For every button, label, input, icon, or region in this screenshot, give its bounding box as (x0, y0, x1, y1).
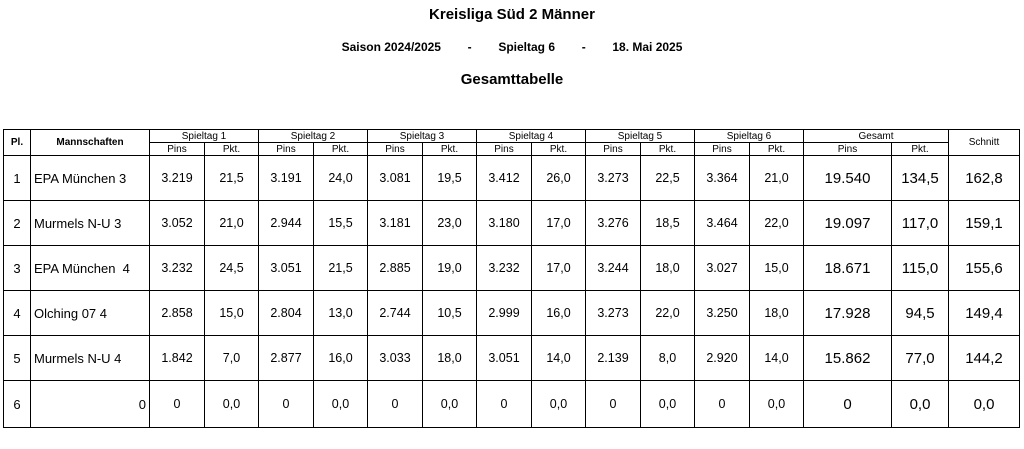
total-pins-cell: 19.540 (804, 156, 892, 201)
sub-header-pins: Pins (586, 143, 641, 156)
total-pins-cell: 17.928 (804, 291, 892, 336)
pins-cell: 3.276 (586, 201, 641, 246)
sub-header-pins: Pins (695, 143, 750, 156)
sub-header-pins: Pins (259, 143, 314, 156)
pins-cell: 2.804 (259, 291, 314, 336)
total-points-cell: 134,5 (892, 156, 949, 201)
col-header-spieltag: Spieltag 4 (477, 130, 586, 143)
total-pins-cell: 15.862 (804, 336, 892, 381)
points-cell: 8,0 (641, 336, 695, 381)
sub-header-pins: Pins (477, 143, 532, 156)
points-cell: 0,0 (750, 381, 804, 428)
date-label: 18. Mai 2025 (612, 40, 683, 54)
pins-cell: 2.944 (259, 201, 314, 246)
pins-cell: 0 (586, 381, 641, 428)
pins-cell: 3.232 (477, 246, 532, 291)
points-cell: 19,0 (423, 246, 477, 291)
pins-cell: 3.250 (695, 291, 750, 336)
pins-cell: 1.842 (150, 336, 205, 381)
pins-cell: 3.244 (586, 246, 641, 291)
points-cell: 14,0 (750, 336, 804, 381)
pins-cell: 3.464 (695, 201, 750, 246)
table-row (4, 381, 1020, 428)
pins-cell: 2.877 (259, 336, 314, 381)
average-cell: 0,0 (949, 381, 1020, 428)
sub-header-pins: Pins (368, 143, 423, 156)
total-points-cell: 94,5 (892, 291, 949, 336)
points-cell: 23,0 (423, 201, 477, 246)
pins-cell: 3.033 (368, 336, 423, 381)
points-cell: 0,0 (423, 381, 477, 428)
season-label: Saison 2024/2025 (341, 40, 441, 54)
separator: - (467, 40, 472, 54)
place-cell: 6 (4, 381, 31, 428)
points-cell: 19,5 (423, 156, 477, 201)
pins-cell: 3.052 (150, 201, 205, 246)
col-header-place: Pl. (4, 130, 31, 156)
sub-header-pins: Pins (804, 143, 892, 156)
place-cell: 3 (4, 246, 31, 291)
total-points-cell: 115,0 (892, 246, 949, 291)
points-cell: 22,0 (641, 291, 695, 336)
points-cell: 17,0 (532, 201, 586, 246)
team-cell: Olching 07 4 (31, 291, 150, 336)
sub-header-pkt: Pkt. (205, 143, 259, 156)
sub-header-pins: Pins (150, 143, 205, 156)
pins-cell: 2.999 (477, 291, 532, 336)
pins-cell: 3.412 (477, 156, 532, 201)
points-cell: 15,0 (205, 291, 259, 336)
col-header-spieltag: Spieltag 3 (368, 130, 477, 143)
points-cell: 18,0 (423, 336, 477, 381)
pins-cell: 3.180 (477, 201, 532, 246)
average-cell: 162,8 (949, 156, 1020, 201)
points-cell: 0,0 (205, 381, 259, 428)
team-cell: Murmels N-U 4 (31, 336, 150, 381)
points-cell: 22,0 (750, 201, 804, 246)
place-cell: 5 (4, 336, 31, 381)
col-header-schnitt: Schnitt (949, 130, 1020, 156)
pins-cell: 3.273 (586, 156, 641, 201)
pins-cell: 3.051 (259, 246, 314, 291)
average-cell: 159,1 (949, 201, 1020, 246)
points-cell: 21,5 (314, 246, 368, 291)
pins-cell: 0 (150, 381, 205, 428)
points-cell: 16,0 (532, 291, 586, 336)
pins-cell: 3.051 (477, 336, 532, 381)
points-cell: 17,0 (532, 246, 586, 291)
pins-cell: 3.027 (695, 246, 750, 291)
average-cell: 149,4 (949, 291, 1020, 336)
total-pins-cell: 18.671 (804, 246, 892, 291)
points-cell: 24,0 (314, 156, 368, 201)
points-cell: 10,5 (423, 291, 477, 336)
pins-cell: 0 (259, 381, 314, 428)
points-cell: 18,0 (750, 291, 804, 336)
average-cell: 155,6 (949, 246, 1020, 291)
place-cell: 2 (4, 201, 31, 246)
total-points-cell: 117,0 (892, 201, 949, 246)
separator: - (581, 40, 586, 54)
pins-cell: 0 (477, 381, 532, 428)
total-pins-cell: 19.097 (804, 201, 892, 246)
total-points-cell: 0,0 (892, 381, 949, 428)
total-pins-cell: 0 (804, 381, 892, 428)
points-cell: 18,5 (641, 201, 695, 246)
pins-cell: 2.885 (368, 246, 423, 291)
pins-cell: 3.219 (150, 156, 205, 201)
points-cell: 0,0 (532, 381, 586, 428)
points-cell: 26,0 (532, 156, 586, 201)
points-cell: 15,5 (314, 201, 368, 246)
pins-cell: 3.232 (150, 246, 205, 291)
average-cell: 144,2 (949, 336, 1020, 381)
pins-cell: 3.364 (695, 156, 750, 201)
col-header-spieltag: Spieltag 1 (150, 130, 259, 143)
pins-cell: 3.191 (259, 156, 314, 201)
points-cell: 21,0 (205, 201, 259, 246)
col-header-team: Mannschaften (31, 130, 150, 156)
sub-header-pkt: Pkt. (423, 143, 477, 156)
pins-cell: 2.920 (695, 336, 750, 381)
points-cell: 13,0 (314, 291, 368, 336)
pins-cell: 2.858 (150, 291, 205, 336)
place-cell: 4 (4, 291, 31, 336)
table-row (4, 156, 1020, 201)
col-header-gesamt: Gesamt (804, 130, 949, 143)
table-row (4, 336, 1020, 381)
col-header-spieltag: Spieltag 2 (259, 130, 368, 143)
pins-cell: 2.744 (368, 291, 423, 336)
table-row (4, 246, 1020, 291)
points-cell: 24,5 (205, 246, 259, 291)
points-cell: 21,5 (205, 156, 259, 201)
pins-cell: 3.181 (368, 201, 423, 246)
team-cell: EPA München 4 (31, 246, 150, 291)
league-title: Kreisliga Süd 2 Männer (429, 6, 595, 23)
sub-header-pkt: Pkt. (892, 143, 949, 156)
pins-cell: 3.081 (368, 156, 423, 201)
pins-cell: 3.273 (586, 291, 641, 336)
pins-cell: 0 (695, 381, 750, 428)
col-header-spieltag: Spieltag 6 (695, 130, 804, 143)
points-cell: 22,5 (641, 156, 695, 201)
team-cell: EPA München 3 (31, 156, 150, 201)
points-cell: 0,0 (314, 381, 368, 428)
table-subtitle: Gesamttabelle (460, 71, 564, 88)
pins-cell: 2.139 (586, 336, 641, 381)
col-header-spieltag: Spieltag 5 (586, 130, 695, 143)
matchday-label: Spieltag 6 (498, 40, 556, 54)
team-cell: 0 (31, 381, 150, 428)
place-cell: 1 (4, 156, 31, 201)
points-cell: 21,0 (750, 156, 804, 201)
table-row (4, 201, 1020, 246)
sub-header-pkt: Pkt. (314, 143, 368, 156)
points-cell: 15,0 (750, 246, 804, 291)
points-cell: 0,0 (641, 381, 695, 428)
total-points-cell: 77,0 (892, 336, 949, 381)
team-cell: Murmels N-U 3 (31, 201, 150, 246)
sub-header-pkt: Pkt. (750, 143, 804, 156)
points-cell: 14,0 (532, 336, 586, 381)
table-row (4, 291, 1020, 336)
pins-cell: 0 (368, 381, 423, 428)
season-info (0, 40, 1024, 54)
standings-table (3, 129, 1020, 428)
points-cell: 7,0 (205, 336, 259, 381)
sub-header-pkt: Pkt. (532, 143, 586, 156)
points-cell: 18,0 (641, 246, 695, 291)
sub-header-pkt: Pkt. (641, 143, 695, 156)
points-cell: 16,0 (314, 336, 368, 381)
